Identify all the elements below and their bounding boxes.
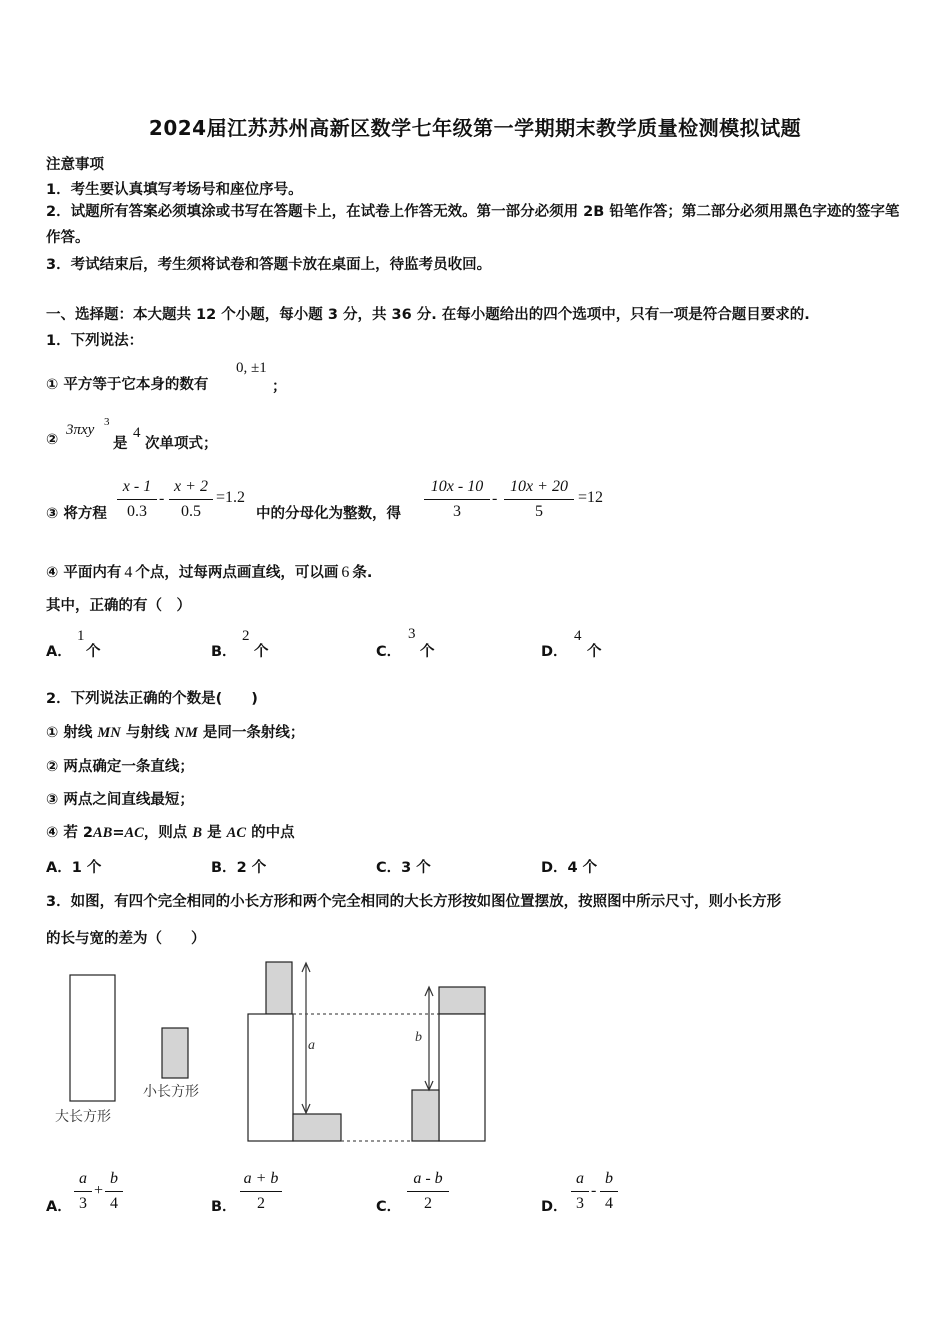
equals-value: =12 bbox=[578, 489, 604, 506]
option-text: 3 个 bbox=[401, 860, 431, 876]
segment-label: AB bbox=[92, 825, 113, 841]
ray-label: NM bbox=[174, 725, 198, 741]
option-label[interactable]: B． bbox=[211, 1199, 237, 1215]
fraction-denominator: 3 bbox=[576, 1195, 584, 1212]
fraction-numerator: 10x - 10 bbox=[424, 478, 490, 500]
fraction-numerator: a + b bbox=[240, 1170, 282, 1192]
option[interactable] bbox=[46, 856, 101, 877]
big-rectangle bbox=[248, 1014, 293, 1141]
math-number: 4 bbox=[124, 564, 133, 581]
option-label[interactable]: C． bbox=[376, 644, 402, 660]
option-label[interactable]: C． bbox=[376, 1199, 402, 1215]
notice-heading: 注意事项 bbox=[46, 157, 104, 173]
option-label: D． bbox=[541, 860, 568, 876]
option-label[interactable]: A． bbox=[46, 1199, 72, 1215]
option-value: 2 bbox=[242, 628, 250, 644]
statement-text: ④ 平面内有 bbox=[46, 565, 122, 581]
option[interactable] bbox=[211, 856, 266, 877]
math-expression: 0, ±1 bbox=[236, 360, 267, 376]
statement-1 bbox=[46, 373, 208, 394]
statement-prefix: ② bbox=[46, 432, 59, 448]
fraction-denominator: 4 bbox=[605, 1195, 613, 1212]
statement-text: ① 射线 bbox=[46, 725, 93, 741]
fraction-numerator: a bbox=[74, 1170, 92, 1192]
statement-text: ④ 若 2 bbox=[46, 825, 93, 841]
fraction bbox=[240, 1170, 282, 1213]
minus-sign: - bbox=[492, 490, 498, 507]
fraction-numerator: a bbox=[571, 1170, 589, 1192]
fraction bbox=[424, 478, 490, 521]
statement-text: 的中点 bbox=[251, 825, 295, 841]
big-rectangle bbox=[70, 975, 115, 1101]
option-text: 1 个 bbox=[71, 860, 102, 876]
fraction bbox=[74, 1170, 92, 1213]
fraction bbox=[117, 478, 157, 521]
point-label: B bbox=[192, 825, 203, 841]
statement-text: 是 bbox=[207, 825, 222, 841]
statement-text: 与射线 bbox=[125, 725, 170, 741]
statement-text: ① 平方等于它本身的数有 bbox=[46, 377, 209, 393]
statement-text: ，则点 bbox=[143, 825, 188, 841]
label-a: a bbox=[308, 1038, 315, 1053]
question-stem: 2．下列说法正确的个数是( ) bbox=[46, 691, 258, 707]
small-rectangle bbox=[439, 987, 485, 1014]
fraction-denominator: 0.5 bbox=[181, 503, 201, 520]
label-b: b bbox=[415, 1030, 422, 1045]
fraction-numerator: x - 1 bbox=[117, 478, 157, 500]
ray-label: MN bbox=[97, 725, 121, 741]
small-rectangle bbox=[162, 1028, 188, 1078]
question-ask: 其中，正确的有（ ） bbox=[46, 598, 191, 614]
punctuation: ； bbox=[272, 379, 287, 395]
rectangles-figure bbox=[40, 955, 510, 1155]
fraction bbox=[600, 1170, 618, 1213]
option-value: 3 bbox=[408, 626, 416, 642]
option-value: 1 bbox=[77, 628, 85, 644]
fraction-denominator: 3 bbox=[79, 1195, 87, 1212]
segment-label: AC bbox=[226, 825, 247, 841]
statement-text: 是同一条射线； bbox=[202, 725, 305, 741]
option-label[interactable]: A． bbox=[46, 644, 72, 660]
option-label[interactable]: B． bbox=[211, 644, 237, 660]
option-unit: 个 bbox=[254, 644, 269, 660]
math-number: 6 bbox=[341, 564, 350, 581]
statement-2: ② 两点确定一条直线； bbox=[46, 759, 194, 775]
option-label[interactable]: D． bbox=[541, 1199, 568, 1215]
option-unit: 个 bbox=[587, 644, 602, 660]
option-value: 4 bbox=[574, 628, 582, 644]
big-rectangle-label: 大长方形 bbox=[55, 1109, 111, 1125]
statement-text: 是 bbox=[113, 436, 128, 452]
small-rectangle bbox=[266, 962, 292, 1014]
option-label: B． bbox=[211, 860, 237, 876]
math-exponent: 3 bbox=[104, 416, 110, 428]
equals-value: =1.2 bbox=[216, 489, 246, 506]
fraction-denominator: 2 bbox=[424, 1195, 432, 1212]
fraction-numerator: b bbox=[600, 1170, 618, 1192]
option[interactable] bbox=[541, 856, 597, 877]
fraction bbox=[407, 1170, 449, 1213]
question-stem: 1．下列说法： bbox=[46, 333, 144, 349]
small-rectangle bbox=[293, 1114, 341, 1141]
fraction-denominator: 5 bbox=[535, 503, 543, 520]
equals-sign: = bbox=[112, 825, 125, 841]
plus-sign: + bbox=[94, 1182, 104, 1199]
statement-3: ③ 两点之间直线最短； bbox=[46, 792, 194, 808]
notice-item: 1．考生要认真填写考场号和座位序号。 bbox=[46, 182, 303, 198]
fraction bbox=[169, 478, 213, 521]
page-title: 2024届江苏苏州高新区数学七年级第一学期期末教学质量检测模拟试题 bbox=[148, 116, 802, 140]
question-stem: 的长与宽的差为（ ） bbox=[46, 931, 206, 947]
question-stem: 3．如图，有四个完全相同的小长方形和两个完全相同的大长方形按如图位置摆放，按照图中所示尺寸，则小长方形 bbox=[46, 894, 782, 910]
fraction bbox=[504, 478, 574, 521]
fraction-denominator: 2 bbox=[257, 1195, 265, 1212]
fraction-denominator: 3 bbox=[453, 503, 461, 520]
fraction-numerator: 10x + 20 bbox=[504, 478, 574, 500]
option-label: C． bbox=[376, 860, 402, 876]
notice-item: 3．考试结束后，考生须将试卷和答题卡放在桌面上，待监考员收回。 bbox=[46, 257, 492, 273]
segment-label: AC bbox=[124, 825, 144, 841]
small-rectangle bbox=[412, 1090, 439, 1141]
option-text: 2 个 bbox=[236, 860, 267, 876]
notice-item: 2．试题所有答案必须填涂或书写在答题卡上，在试卷上作答无效。第一部分必须用 2B 铅笔作答；第二部分必须用黑色字迹的签字笔作答。 bbox=[46, 204, 900, 246]
fraction bbox=[571, 1170, 589, 1213]
option-unit: 个 bbox=[420, 644, 435, 660]
statement-4 bbox=[46, 561, 372, 582]
statement-text: 中的分母化为整数，得 bbox=[256, 506, 401, 522]
fraction-denominator: 0.3 bbox=[127, 503, 147, 520]
math-monomial: 3πxy bbox=[66, 422, 95, 438]
statement-4 bbox=[46, 821, 295, 842]
minus-sign: - bbox=[591, 1182, 597, 1199]
option-text: 4 个 bbox=[567, 860, 598, 876]
statement-text: ③ 将方程 bbox=[46, 506, 107, 522]
option-unit: 个 bbox=[86, 644, 101, 660]
fraction-numerator: a - b bbox=[407, 1170, 449, 1192]
statement-text: 次单项式； bbox=[145, 436, 218, 452]
fraction-denominator: 4 bbox=[110, 1195, 118, 1212]
option-label: A． bbox=[46, 860, 72, 876]
big-rectangle bbox=[439, 1014, 485, 1141]
option-label[interactable]: D． bbox=[541, 644, 568, 660]
minus-sign: - bbox=[159, 490, 165, 507]
fraction-numerator: x + 2 bbox=[169, 478, 213, 500]
section-heading: 一、选择题：本大题共 12 个小题，每小题 3 分，共 36 分. 在每小题给出的四个选项中，只有一项是符合题目要求的. bbox=[46, 307, 810, 323]
option[interactable] bbox=[376, 856, 431, 877]
statement-text: 个点，过每两点画直线，可以画 bbox=[135, 565, 339, 581]
fraction-numerator: b bbox=[105, 1170, 123, 1192]
statement-text: 条. bbox=[352, 565, 373, 581]
fraction bbox=[105, 1170, 123, 1213]
statement-1 bbox=[46, 721, 304, 742]
small-rectangle-label: 小长方形 bbox=[143, 1084, 199, 1100]
math-degree: 4 bbox=[133, 425, 141, 441]
